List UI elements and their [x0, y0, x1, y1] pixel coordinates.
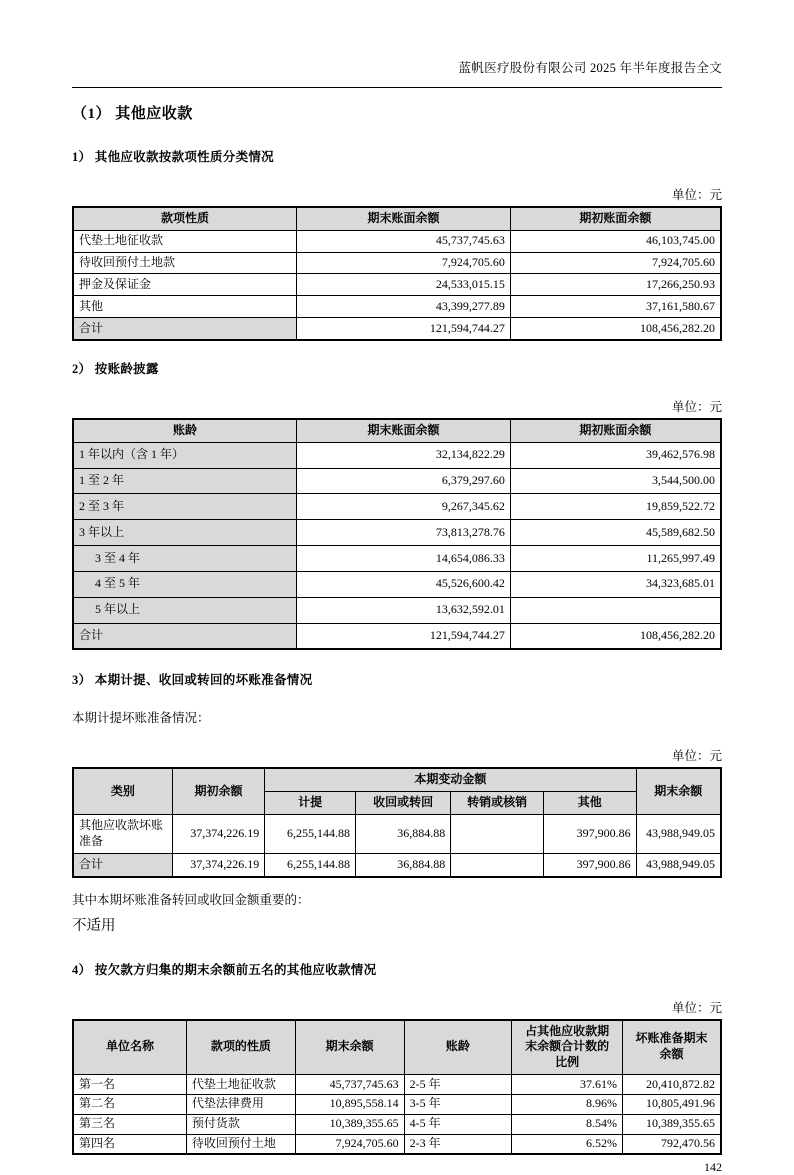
table-row — [73, 520, 721, 546]
table-cell: 37,161,580.67 — [510, 296, 721, 318]
subsection4-heading: 4） 按欠款方归集的期末余额前五名的其他应收款情况 — [72, 962, 377, 977]
table-cell: 合计 — [73, 318, 297, 340]
table-cell: 37,374,226.19 — [172, 853, 265, 876]
table-cell: 2 至 3 年 — [73, 494, 297, 520]
table-cell: 7,924,705.60 — [510, 252, 721, 274]
section-heading: （1） 其他应收款 — [72, 106, 193, 122]
provision-note-label: 其中本期坏账准备转回或收回金额重要的： — [72, 892, 310, 907]
column-header: 期初余额 — [172, 768, 265, 814]
table-cell: 6,379,297.60 — [297, 468, 511, 494]
table-row — [73, 494, 721, 520]
table-cell: 17,266,250.93 — [510, 274, 721, 296]
column-header: 期末余额 — [295, 1020, 404, 1075]
table-cell: 4-5 年 — [404, 1114, 512, 1134]
column-header: 款项性质 — [73, 207, 297, 230]
column-header: 占其他应收款期末余额合计数的比例 — [512, 1020, 623, 1075]
table-cell: 45,589,682.50 — [510, 520, 721, 546]
column-header: 单位名称 — [73, 1020, 186, 1075]
page-number: 142 — [704, 1160, 722, 1175]
table-cell: 8.54% — [512, 1114, 623, 1134]
top-debtors-table — [72, 1019, 722, 1156]
table-cell: 3,544,500.00 — [510, 468, 721, 494]
table-cell: 7,924,705.60 — [297, 252, 511, 274]
table-cell: 24,533,015.15 — [297, 274, 511, 296]
table-cell: 6,255,144.88 — [265, 853, 356, 876]
table-cell: 6.52% — [512, 1134, 623, 1154]
unit-label: 单位：元 — [671, 1000, 722, 1015]
table-row — [73, 296, 721, 318]
table-cell: 2-3 年 — [404, 1134, 512, 1154]
table-cell: 代垫法律费用 — [186, 1094, 295, 1114]
table-cell: 押金及保证金 — [73, 274, 297, 296]
table-row — [73, 252, 721, 274]
table-cell: 5 年以上 — [73, 597, 297, 623]
table-total-row — [73, 318, 721, 340]
column-header: 期末账面余额 — [297, 419, 511, 442]
table-cell: 预付货款 — [186, 1114, 295, 1134]
column-header: 账龄 — [404, 1020, 512, 1075]
table-cell: 3-5 年 — [404, 1094, 512, 1114]
nature-classification-table — [72, 206, 722, 341]
table-row — [73, 1075, 721, 1095]
table-row — [73, 1134, 721, 1154]
table-cell: 10,805,491.96 — [622, 1094, 721, 1114]
table-cell: 46,103,745.00 — [510, 230, 721, 252]
table-cell: 121,594,744.27 — [297, 623, 511, 649]
table-cell: 2-5 年 — [404, 1075, 512, 1095]
column-header: 期初账面余额 — [510, 207, 721, 230]
table-row — [73, 815, 721, 854]
table-row — [73, 468, 721, 494]
table-cell — [451, 853, 544, 876]
table-header-row — [73, 1020, 721, 1075]
table-cell: 39,462,576.98 — [510, 442, 721, 468]
subsection1-heading: 1） 其他应收款按款项性质分类情况 — [72, 150, 274, 164]
column-header: 账龄 — [73, 419, 297, 442]
table-header-row — [73, 207, 721, 230]
aging-table — [72, 418, 722, 650]
table-row — [73, 1114, 721, 1134]
bad-debt-provision-table — [72, 767, 722, 877]
column-header: 期末余额 — [636, 768, 721, 814]
table-cell: 397,900.86 — [543, 853, 636, 876]
page-header — [72, 58, 722, 88]
table-row — [73, 230, 721, 252]
table-cell: 代垫土地征收款 — [73, 230, 297, 252]
provision-intro-text: 本期计提坏账准备情况： — [72, 711, 210, 726]
table-cell: 108,456,282.20 — [510, 318, 721, 340]
table-cell: 43,399,277.89 — [297, 296, 511, 318]
column-header: 期末账面余额 — [297, 207, 511, 230]
table-header-row — [73, 768, 721, 791]
table-cell: 43,988,949.05 — [636, 815, 721, 854]
table-cell: 7,924,705.60 — [295, 1134, 404, 1154]
table-cell: 36,884.88 — [356, 853, 451, 876]
table-row — [73, 274, 721, 296]
column-header: 期初账面余额 — [510, 419, 721, 442]
table-cell: 第二名 — [73, 1094, 186, 1114]
table-cell: 3 年以上 — [73, 520, 297, 546]
table-cell — [510, 597, 721, 623]
table-row — [73, 571, 721, 597]
table-cell: 45,526,600.42 — [297, 571, 511, 597]
report-title: 蓝帆医疗股份有限公司 2025 年半年度报告全文 — [458, 61, 722, 75]
table-total-row — [73, 853, 721, 876]
table-cell: 108,456,282.20 — [510, 623, 721, 649]
table-cell: 121,594,744.27 — [297, 318, 511, 340]
table-cell: 73,813,278.76 — [297, 520, 511, 546]
column-header: 收回或转回 — [356, 792, 451, 815]
table-cell: 其他 — [73, 296, 297, 318]
table-cell: 32,134,822.29 — [297, 442, 511, 468]
table-cell: 9,267,345.62 — [297, 494, 511, 520]
provision-note-value: 不适用 — [72, 917, 116, 934]
table-cell: 8.96% — [512, 1094, 623, 1114]
table-cell: 10,389,355.65 — [295, 1114, 404, 1134]
table-cell: 43,988,949.05 — [636, 853, 721, 876]
table-cell: 36,884.88 — [356, 815, 451, 854]
table-cell: 3 至 4 年 — [73, 546, 297, 572]
table-cell: 13,632,592.01 — [297, 597, 511, 623]
table-cell: 10,895,558.14 — [295, 1094, 404, 1114]
column-group-header: 本期变动金额 — [265, 768, 636, 791]
table-cell: 代垫土地征收款 — [186, 1075, 295, 1095]
table-cell: 第三名 — [73, 1114, 186, 1134]
table-cell: 1 年以内（含 1 年） — [73, 442, 297, 468]
table-cell — [451, 815, 544, 854]
table-cell: 其他应收款坏账准备 — [73, 815, 172, 854]
table-cell: 第四名 — [73, 1134, 186, 1154]
table-cell: 合计 — [73, 853, 172, 876]
column-header: 转销或核销 — [451, 792, 544, 815]
column-header: 类别 — [73, 768, 172, 814]
table-header-row — [73, 419, 721, 442]
table-cell: 34,323,685.01 — [510, 571, 721, 597]
table-row — [73, 623, 721, 649]
table-row — [73, 442, 721, 468]
table-cell: 待收回预付土地 — [186, 1134, 295, 1154]
column-header: 其他 — [543, 792, 636, 815]
table-row — [73, 1094, 721, 1114]
table-cell: 37,374,226.19 — [172, 815, 265, 854]
unit-label: 单位：元 — [671, 188, 722, 202]
column-header: 坏账准备期末余额 — [622, 1020, 721, 1075]
table-cell: 6,255,144.88 — [265, 815, 356, 854]
column-header: 款项的性质 — [186, 1020, 295, 1075]
unit-label: 单位：元 — [671, 399, 722, 414]
table-row — [73, 546, 721, 572]
table-row — [73, 597, 721, 623]
table-cell: 11,265,997.49 — [510, 546, 721, 572]
table-cell: 10,389,355.65 — [622, 1114, 721, 1134]
subsection2-heading: 2） 按账龄披露 — [72, 361, 159, 376]
table-cell: 397,900.86 — [543, 815, 636, 854]
table-cell: 1 至 2 年 — [73, 468, 297, 494]
column-header: 计提 — [265, 792, 356, 815]
table-cell: 45,737,745.63 — [295, 1075, 404, 1095]
table-cell: 待收回预付土地款 — [73, 252, 297, 274]
table-cell: 45,737,745.63 — [297, 230, 511, 252]
table-cell: 4 至 5 年 — [73, 571, 297, 597]
table-cell: 37.61% — [512, 1075, 623, 1095]
unit-label: 单位：元 — [671, 749, 722, 764]
table-cell: 合计 — [73, 623, 297, 649]
table-cell: 第一名 — [73, 1075, 186, 1095]
table-cell: 792,470.56 — [622, 1134, 721, 1154]
table-cell: 20,410,872.82 — [622, 1075, 721, 1095]
subsection3-heading: 3） 本期计提、收回或转回的坏账准备情况 — [72, 673, 313, 688]
table-cell: 19,859,522.72 — [510, 494, 721, 520]
table-cell: 14,654,086.33 — [297, 546, 511, 572]
